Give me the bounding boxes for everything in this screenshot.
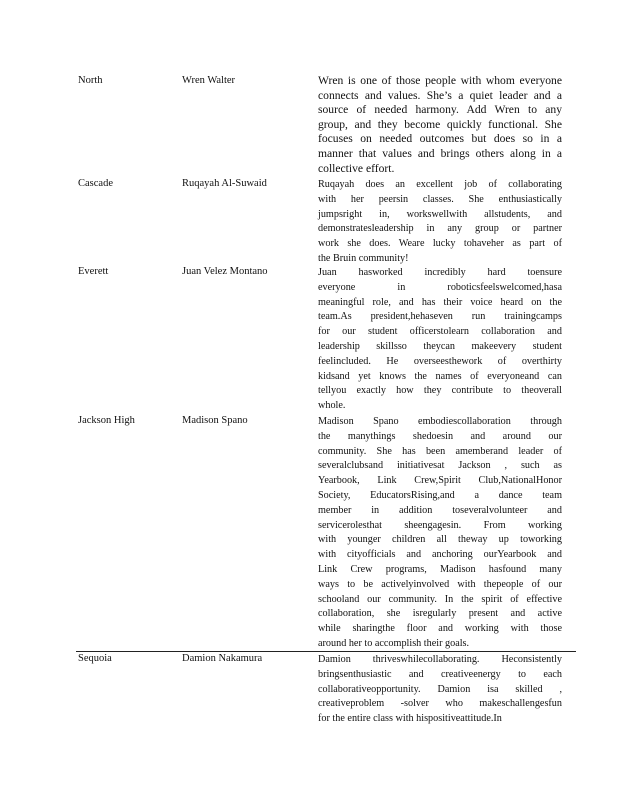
description-line: Ruqayah does an excellent job of collaborating [318, 179, 562, 190]
description-line: whole. [318, 400, 346, 412]
description-cell [318, 74, 562, 176]
description-line: member in addition toseveralvolunteer and [318, 504, 562, 516]
name-cell: Damion Nakamura [182, 653, 263, 664]
description-line: feelincluded. He overseesthework of overthirty [318, 355, 562, 367]
description-line: collective effort. [318, 161, 395, 175]
description-line: the Bruin community! [318, 252, 409, 264]
description-line: Wren is one of those people with whom everyone [318, 74, 562, 87]
description-line: while sharingthe floor and working with those [318, 623, 562, 635]
school-cell: North [78, 75, 103, 86]
description-line: with younger children all theway up toworking [318, 534, 562, 546]
name-cell: Ruqayah Al-Suwaid [182, 178, 267, 189]
description-line: demonstratesleadership in any group or partner [318, 223, 562, 235]
description-line: schooland our community. In the spirit of effective [318, 593, 562, 605]
description-line: Society, EducatorsRising,and a dance team [318, 489, 562, 501]
description-line: team.As president,hehaseven run trainingcamps [318, 311, 562, 323]
description-cell [318, 653, 562, 727]
description-line: meaningful role, and has their voice heard on the [318, 296, 562, 308]
description-line: ways to be activelyinvolved with thepeople of our [318, 578, 562, 590]
description-line: connects and values. She’s a quiet leader and a [318, 88, 562, 102]
description-line: with her peersin classes. She enthusiastically [318, 193, 562, 205]
school-cell: Cascade [78, 178, 113, 189]
description-line: Yearbook, Link Crew,Spirit Club,NationalHonor [318, 475, 562, 487]
description-line: for the entire class with hispositiveattitude.In [318, 713, 502, 725]
description-line: Link Crew programs, Madison hasfound many [318, 563, 562, 575]
description-line: around her to accomplish their goals. [318, 637, 470, 649]
description-line: Damion thriveswhilecollaborating. Heconsistently [318, 654, 562, 665]
school-cell: Sequoia [78, 653, 112, 664]
description-line: tellyou exactly how they contribute to theoverall [318, 385, 562, 397]
description-line: work she does. Weare lucky tohaveher as part of [318, 238, 562, 250]
description-line: severalclubsand initiativesat Jackson , such as [318, 460, 562, 472]
description-line: source of needed harmony. Add Wren to any [318, 103, 562, 117]
description-line: community. She has been amemberand leader of [318, 445, 562, 457]
school-cell: Everett [78, 266, 109, 277]
name-cell: Madison Spano [182, 415, 248, 426]
description-line: collaborativeopportunity. Damion isa skilled , [318, 683, 562, 695]
description-line: manner that values and brings others along in a [318, 146, 562, 160]
school-cell: Jackson High [78, 415, 135, 426]
description-line: the manythings shedoesin and around our [318, 430, 562, 442]
name-cell: Juan Velez Montano [182, 266, 268, 277]
description-line: group, and they become quickly functional. She [318, 117, 562, 131]
description-line: for our student officerstolearn collaboration and [318, 326, 562, 338]
description-line: leadership skillsso theycan makeevery student [318, 340, 562, 352]
description-line: jumpsright in, workswellwith allstudents, and [318, 208, 562, 220]
description-cell [318, 178, 562, 267]
description-line: with cityofficials and anchoring ourYearbook and [318, 549, 562, 561]
description-cell [318, 266, 562, 414]
description-line: everyone in roboticsfeelswelcomed,hasa [318, 281, 562, 293]
description-line: creativeproblem -solver who makeschallengesfun [318, 698, 562, 710]
description-line: focuses on needed outcomes but does so in a [318, 132, 562, 146]
description-line: bringsenthusiastic and creativeenergy to each [318, 668, 562, 680]
description-line: kidsand yet knows the names of everyoneand can [318, 370, 562, 382]
description-cell [318, 415, 562, 652]
description-line: Juan hasworked incredibly hard toensure [318, 267, 562, 278]
description-line: servicerolesthat sheengagesin. From working [318, 519, 562, 531]
description-line: Madison Spano embodiescollaboration through [318, 416, 562, 427]
row-divider [76, 651, 576, 652]
description-line: collaboration, she isregularly present and active [318, 608, 562, 620]
name-cell: Wren Walter [182, 75, 236, 86]
